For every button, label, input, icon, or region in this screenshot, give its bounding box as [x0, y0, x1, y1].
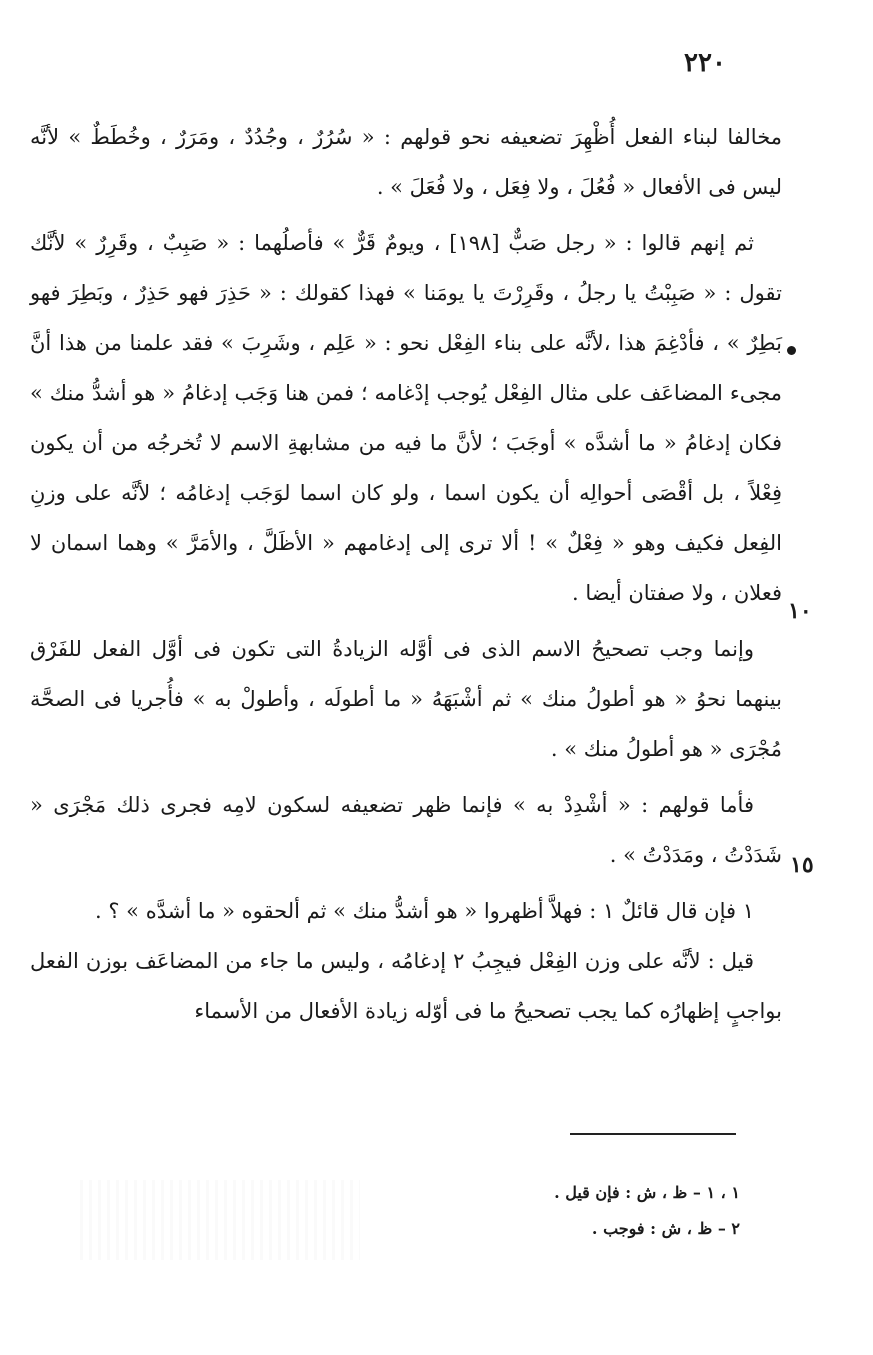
- paragraph-3: وإنما وجب تصحيحُ الاسم الذى فى أوَّله الزيادةُ التى تكون فى أوَّل الفعل للفَرْق بينهما نحوُ « هو أطولُ منك » ثم أشْبَهَهُ « ما أطولَه ، وأطولْ به » فأُجريا فى الصحَّة مُجْرَى « هو أطولُ منك » .: [30, 637, 782, 761]
- footnote-1: ١ ، ١ – ظ ، ش : فإن قيل .: [554, 1183, 740, 1202]
- paragraph-5: ١ فإن قال قائلٌ ١ : فهلاَّ أظهروا « هو أشدُّ منك » ثم ألحقوه « ما أشدَّه » ؟ .: [95, 899, 754, 923]
- scan-smudge: [80, 1180, 360, 1260]
- line-marker-15: ١٥: [790, 852, 814, 878]
- footnote-divider: [570, 1133, 736, 1135]
- margin-bullet: [787, 346, 796, 355]
- line-marker-10: ١٠: [788, 598, 812, 624]
- main-text: [30, 112, 782, 1036]
- page-number: ٢٢٠: [684, 48, 726, 78]
- paragraph-2: ثم إنهم قالوا : « رجل صَبٌّ [١٩٨] ، ويومٌ قَرٌّ » فأصلُهما : « صَبِبٌ ، وقَرِرٌ » لأنَّك تقول : « صَبِبْتُ يا رجلُ ، وقَرِرْتَ يا يومَنا » فهذا كقولك : « حَذِرَ فهو حَذِرٌ ، وبَطِرَ فهو بَطِرٌ » ، فأدْغِمَ هذا ،لأنَّه على بناء الفِعْل نحو : « عَلِم ، وشَرِبَ » فقد علمنا من هذا أنَّ مجىء المضاعَف على مثال الفِعْل يُوجب إدْغامه ؛ فمن هنا وَجَب إدغامُ « هو أشدُّ منك » فكان إدغامُ « ما أشدَّه » أوجَبَ ؛ لأنَّ ما فيه من مشابهةِ الاسم لا تُخرجُه من أن يكون فِعْلاً ، بل أقْصَى أحوالِه أن يكون اسما ، ولو كان اسما لوَجَب إدغامُه ؛ لأنَّه على وزنِ الفِعل فكيف وهو « فِعْلٌ » ! ألا ترى إلى إدغامهم « الأظَلَّ ، والأمَرَّ » وهما اسمان لا فعلان ، ولا صفتان أيضا .: [30, 231, 782, 605]
- footnote-2: ٢ – ظ ، ش : فوجب .: [591, 1219, 740, 1238]
- paragraph-4: فأما قولهم : « أشْدِدْ به » فإنما ظهر تضعيفه لسكون لامِه فجرى ذلك مَجْرَى « شَدَدْتُ ، ومَدَدْتُ » .: [30, 793, 782, 867]
- paragraph-1: مخالفا لبناء الفعل أُظْهِرَ تضعيفه نحو قولهم : « سُرُرٌ ، وجُدُدٌ ، ومَرَرٌ ، وخُطَطٌ » لأنَّه ليس فى الأفعال « فُعُلَ ، ولا فِعَل ، ولا فُعَلَ » .: [30, 125, 782, 199]
- paragraph-6: قيل : لأنَّه على وزن الفِعْل فيجِبُ ٢ إدغامُه ، وليس ما جاء من المضاعَف بوزن الفعل بواجبٍ إظهارُه كما يجب تصحيحُ ما فى أوّله زيادة الأفعال من الأسماء: [30, 949, 782, 1023]
- footnotes: [380, 1175, 740, 1247]
